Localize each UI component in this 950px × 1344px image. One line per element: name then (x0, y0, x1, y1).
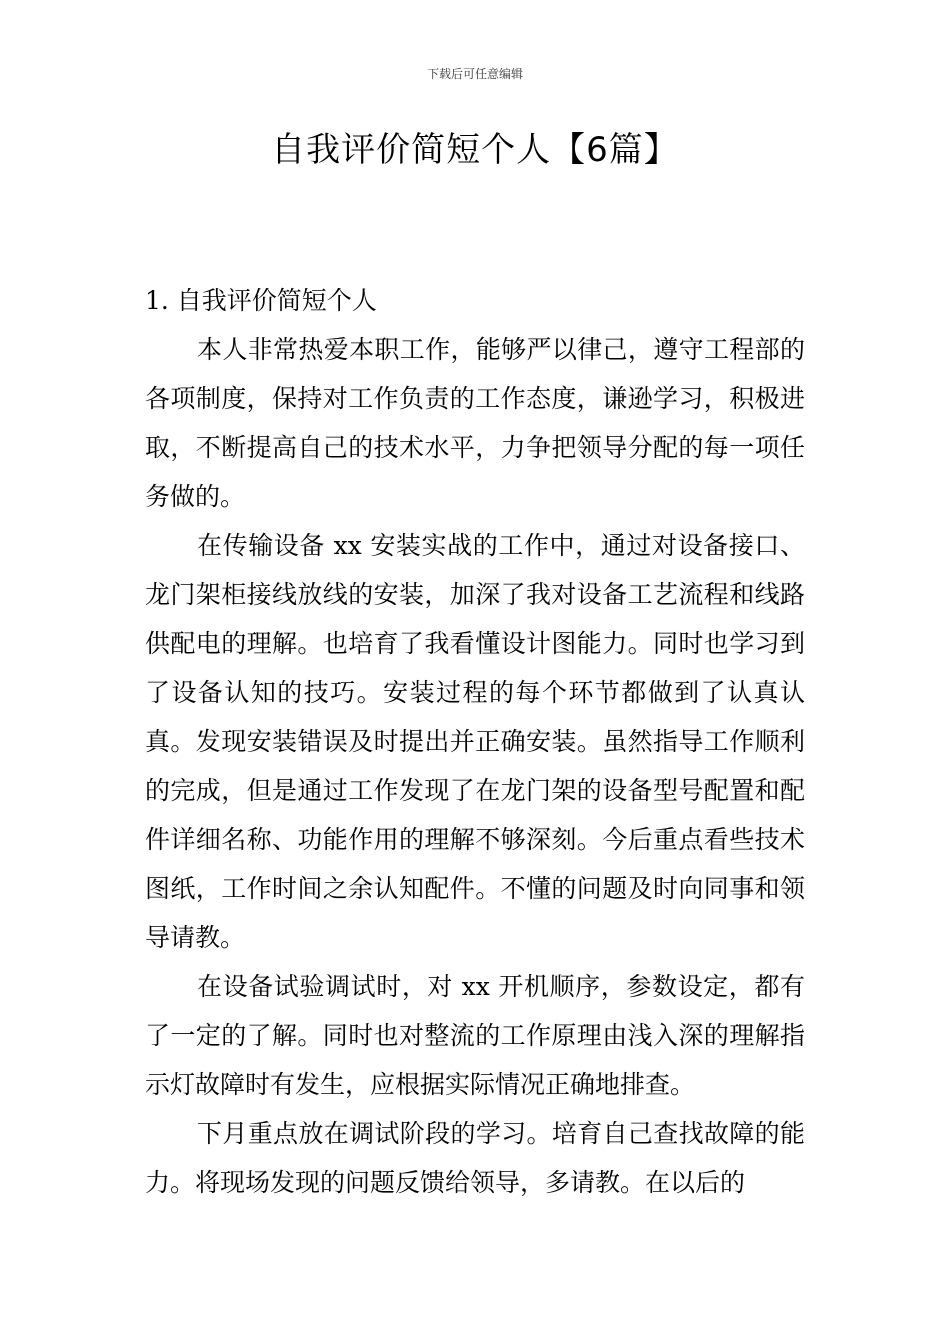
paragraph-1: 本人非常热爱本职工作，能够严以律己，遵守工程部的各项制度，保持对工作负责的工作态度，谦逊学习，积极进取，不断提高自己的技术水平，力争把领导分配的每一项任务做的。 (145, 335, 805, 511)
paragraph-4: 下月重点放在调试阶段的学习。培育自己查找故障的能力。将现场发现的问题反馈给领导，多请教。在以后的 (145, 1119, 805, 1197)
document-title: 自我评价简短个人【6篇】 (271, 130, 679, 170)
document-body (145, 276, 805, 1207)
paragraph-3: 在设备试验调试时，对 xx 开机顺序，参数设定，都有了一定的了解。同时也对整流的工作原理由浅入深的理解指示灯故障时有发生，应根据实际情况正确地排查。 (145, 972, 805, 1099)
header-note: 下载后可任意编辑 (426, 67, 523, 81)
paragraph-2: 在传输设备 xx 安装实战的工作中，通过对设备接口、龙门架柜接线放线的安装，加深了我对设备工艺流程和线路供配电的理解。也培育了我看懂设计图能力。同时也学习到了设备认知的技巧。安装过程的每个环节都做到了认真认真。发现安装错误及时提出并正确安装。虽然指导工作顺利的完成，但是通过工作发现了在龙门架的设备型号配置和配件详细名称、功能作用的理解不够深刻。今后重点看些技术图纸，工作时间之余认知配件。不懂的问题及时向同事和领导请教。 (145, 531, 805, 952)
section-heading: 1. 自我评价简短个人 (145, 286, 377, 315)
